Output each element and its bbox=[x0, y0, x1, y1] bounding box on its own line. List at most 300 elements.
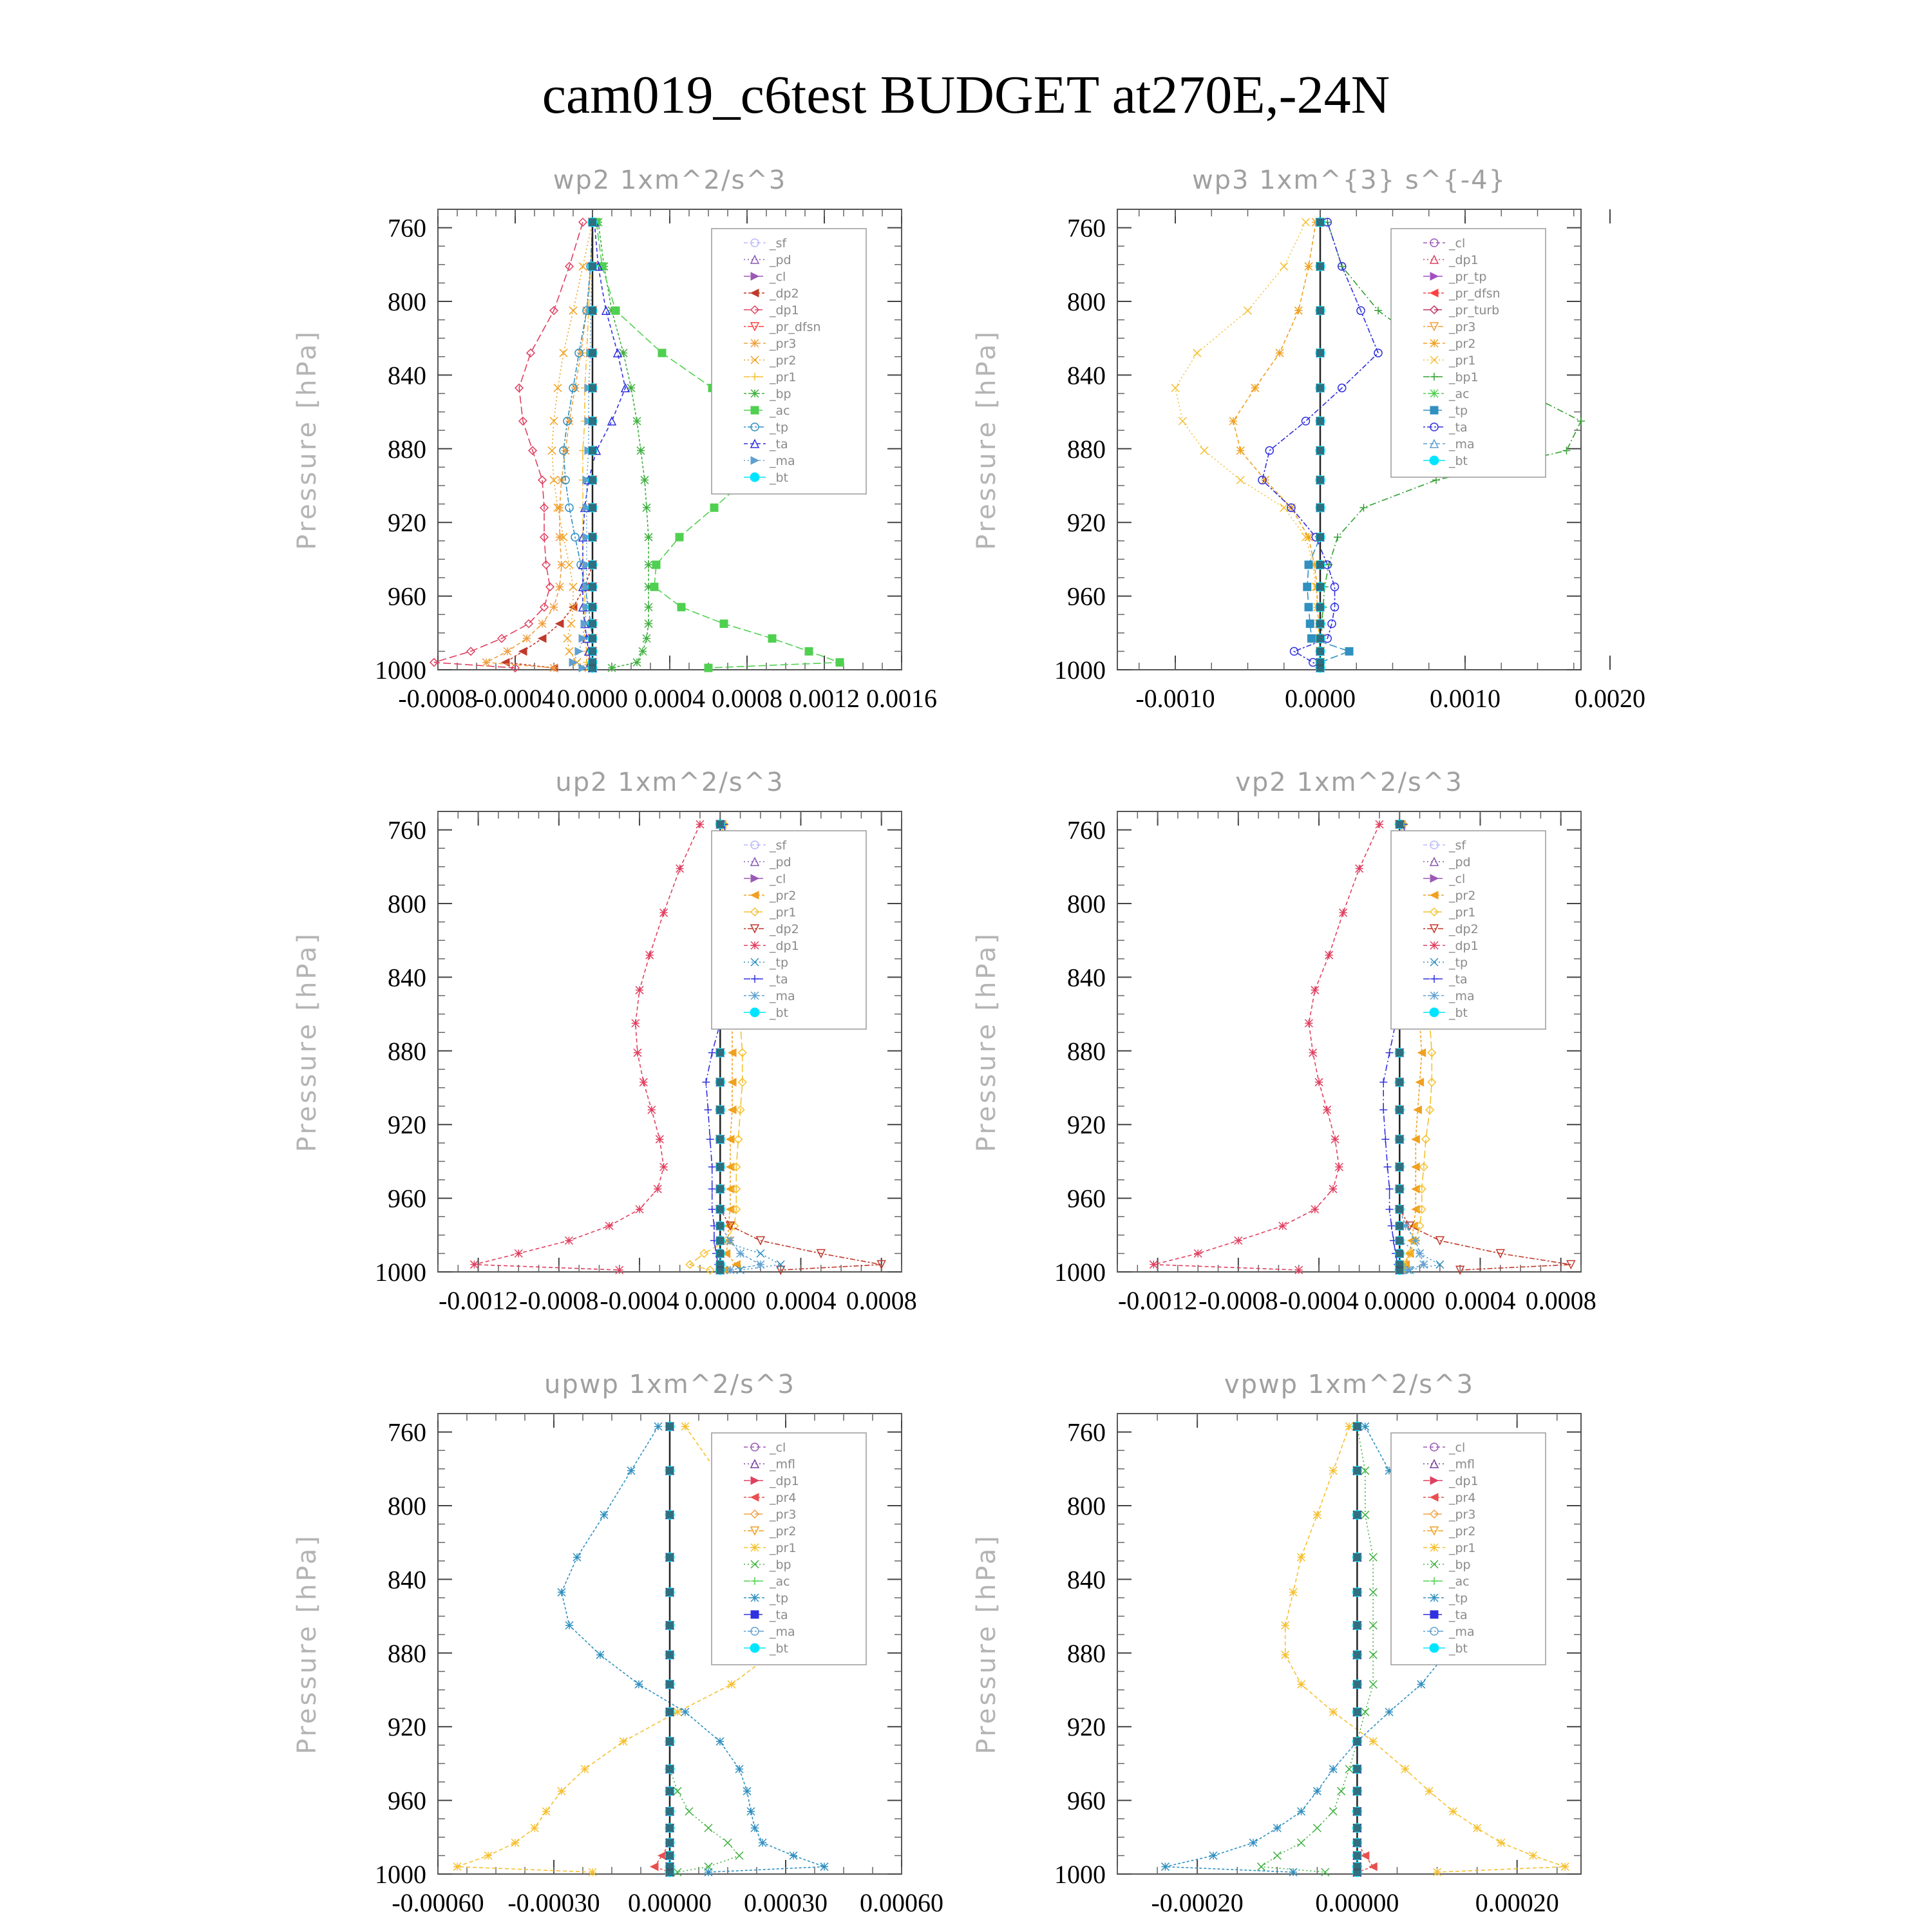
y-tick-label: 880 bbox=[1067, 1638, 1106, 1668]
x-tick-label: 0.0000 bbox=[1285, 684, 1356, 713]
zero-marker bbox=[1316, 647, 1324, 655]
data-point_tp bbox=[790, 1852, 797, 1859]
zero-marker bbox=[666, 1467, 674, 1475]
legend-label: _pr1 bbox=[1449, 354, 1476, 368]
legend-label: _cl bbox=[770, 1441, 786, 1455]
data-point_bp bbox=[645, 561, 652, 569]
y-tick-label: 960 bbox=[1067, 1786, 1106, 1815]
data-point_dp1 bbox=[660, 909, 668, 916]
legend-label: _tp bbox=[1449, 1591, 1468, 1605]
legend-label: _pr2 bbox=[770, 354, 797, 368]
x-tick-label: 0.0000 bbox=[557, 684, 628, 713]
legend-label: _bt bbox=[770, 471, 789, 485]
data-point_pr1 bbox=[1434, 1868, 1441, 1876]
data-point_dp1 bbox=[515, 1249, 522, 1257]
legend-label: _bt bbox=[770, 1006, 789, 1020]
legend-label: _cl bbox=[1449, 872, 1466, 886]
data-point_ac bbox=[676, 533, 683, 541]
data-point_tp bbox=[654, 1423, 662, 1430]
data-point_pr3 bbox=[523, 634, 531, 642]
data-point_pr1 bbox=[511, 1839, 519, 1846]
y-tick-label: 800 bbox=[1067, 1492, 1106, 1520]
data-point_ma bbox=[1412, 1236, 1419, 1244]
zero-marker bbox=[589, 447, 596, 455]
zero-marker bbox=[1396, 820, 1403, 828]
data-point_pr2 bbox=[1276, 349, 1283, 357]
data-point_pr1 bbox=[1425, 1787, 1433, 1795]
y-tick-label: 880 bbox=[388, 1036, 426, 1066]
legend-marker bbox=[1430, 1594, 1438, 1602]
data-point_ac bbox=[677, 603, 685, 611]
y-tick-label: 800 bbox=[1067, 287, 1106, 316]
data-point_pr1 bbox=[1298, 1553, 1305, 1561]
y-tick-label: 920 bbox=[388, 1110, 426, 1140]
legend-label: _pr3 bbox=[1449, 320, 1476, 334]
zero-marker bbox=[1316, 263, 1324, 270]
data-point_ma bbox=[1420, 1261, 1428, 1269]
data-point_bp bbox=[643, 634, 650, 642]
data-point_tp bbox=[743, 1787, 751, 1795]
y-tick-label: 1000 bbox=[375, 656, 426, 685]
y-tick-label: 880 bbox=[388, 434, 426, 464]
legend-label: _pr2 bbox=[1449, 337, 1476, 351]
data-point_dp1 bbox=[636, 986, 643, 994]
data-point_pr3 bbox=[538, 620, 546, 628]
zero-marker bbox=[666, 1765, 674, 1773]
y-axis-label: Pressure [hPa] bbox=[292, 1533, 322, 1754]
y-tick-label: 760 bbox=[388, 1417, 426, 1447]
data-point_ac bbox=[650, 583, 658, 591]
legend-marker bbox=[1430, 390, 1438, 397]
x-tick-label: -0.0008 bbox=[519, 1286, 599, 1315]
zero-marker bbox=[1316, 603, 1324, 611]
data-point_tp bbox=[1303, 583, 1311, 591]
data-point_tp bbox=[1345, 647, 1353, 655]
data-point_ac bbox=[836, 659, 844, 667]
data-point_ma bbox=[757, 1261, 764, 1269]
data-point_tp bbox=[747, 1808, 755, 1815]
zero-marker bbox=[1316, 533, 1324, 541]
y-tick-label: 760 bbox=[1067, 815, 1106, 845]
legend-marker bbox=[1430, 1611, 1438, 1618]
legend-label: _ac bbox=[1449, 1575, 1470, 1589]
legend-label: _ac bbox=[770, 1575, 790, 1589]
zero-marker bbox=[1353, 1738, 1361, 1745]
legend-label: _sf bbox=[770, 236, 787, 251]
zero-marker bbox=[1396, 1266, 1403, 1274]
legend-label: _cl bbox=[770, 872, 786, 886]
data-point_ac bbox=[805, 647, 813, 655]
y-tick-label: 800 bbox=[388, 1492, 426, 1520]
y-tick-label: 760 bbox=[1067, 1417, 1106, 1447]
legend-label: _ma bbox=[1449, 437, 1475, 451]
zero-marker bbox=[1396, 1106, 1403, 1113]
zero-marker bbox=[666, 1423, 674, 1430]
data-point_pr1 bbox=[1313, 1511, 1321, 1519]
legend-label: _pr2 bbox=[1449, 889, 1476, 903]
legend-marker bbox=[1430, 406, 1438, 414]
zero-marker bbox=[716, 1049, 724, 1057]
data-point_bp bbox=[608, 664, 616, 672]
zero-marker bbox=[1396, 1135, 1403, 1143]
zero-marker bbox=[1353, 1423, 1361, 1430]
legend bbox=[712, 229, 866, 494]
zero-marker bbox=[1316, 349, 1324, 357]
x-tick-label: -0.0012 bbox=[1117, 1286, 1198, 1315]
data-point_dp1 bbox=[656, 1135, 663, 1143]
legend-label: _mfl bbox=[770, 1457, 795, 1472]
data-point_dp1 bbox=[1194, 1249, 1202, 1257]
zero-marker bbox=[589, 561, 596, 569]
zero-marker bbox=[1353, 1787, 1361, 1795]
panel-title: up2 1xm^2/s^3 bbox=[555, 768, 784, 797]
zero-marker bbox=[1316, 447, 1324, 455]
data-point_pr1 bbox=[1561, 1863, 1569, 1871]
data-point_pr1 bbox=[728, 1680, 735, 1688]
zero-marker bbox=[589, 664, 596, 672]
data-point_dp1 bbox=[648, 1106, 656, 1113]
legend-label: _ma bbox=[770, 989, 795, 1003]
data-point_tp bbox=[565, 1622, 573, 1629]
data-point_ma bbox=[1404, 1266, 1412, 1274]
zero-marker bbox=[589, 583, 596, 591]
data-point_bp bbox=[633, 417, 641, 425]
data-point_dp1 bbox=[1329, 1185, 1337, 1193]
legend-marker bbox=[751, 992, 759, 999]
data-point_pr2 bbox=[1305, 263, 1312, 270]
x-tick-label: 0.0004 bbox=[1444, 1286, 1516, 1315]
legend-label: _pr_tp bbox=[1449, 270, 1487, 284]
legend bbox=[1391, 831, 1546, 1029]
zero-marker bbox=[666, 1708, 674, 1716]
zero-marker bbox=[1353, 1511, 1361, 1519]
legend-label: _cl bbox=[1449, 236, 1466, 251]
data-point_dp1 bbox=[1356, 865, 1363, 873]
x-tick-label: -0.00030 bbox=[507, 1888, 600, 1917]
data-point_pr1 bbox=[531, 1824, 538, 1832]
data-point_pr1 bbox=[1473, 1824, 1481, 1832]
legend-label: _bp bbox=[770, 1558, 791, 1572]
zero-marker bbox=[1316, 504, 1324, 511]
data-point_pr2 bbox=[1236, 447, 1244, 455]
zero-marker bbox=[716, 820, 724, 828]
y-axis-label: Pressure [hPa] bbox=[292, 329, 322, 550]
panel-title: vpwp 1xm^2/s^3 bbox=[1224, 1370, 1475, 1399]
zero-marker bbox=[666, 1824, 674, 1832]
legend-label: _dp1 bbox=[1449, 939, 1479, 953]
legend-label: _bt bbox=[1449, 1006, 1468, 1020]
y-tick-label: 840 bbox=[388, 963, 426, 992]
zero-marker bbox=[589, 307, 596, 314]
data-point_tp bbox=[820, 1863, 828, 1871]
zero-marker bbox=[716, 1236, 724, 1244]
y-tick-label: 800 bbox=[388, 287, 426, 316]
y-axis-label: Pressure [hPa] bbox=[972, 329, 1001, 550]
panel-title: vp2 1xm^2/s^3 bbox=[1235, 768, 1463, 797]
legend-marker bbox=[751, 406, 759, 414]
data-point_bp bbox=[639, 647, 647, 655]
legend-label: _bt bbox=[1449, 454, 1468, 468]
y-tick-label: 960 bbox=[388, 1184, 426, 1213]
data-point_pr1 bbox=[1289, 1588, 1297, 1596]
data-point_dp1 bbox=[1305, 1019, 1312, 1027]
legend-label: _tp bbox=[770, 956, 789, 970]
data-point_tp bbox=[1289, 1868, 1297, 1876]
legend-label: _pr2 bbox=[1449, 1524, 1476, 1539]
zero-marker bbox=[716, 1078, 724, 1086]
y-axis-label: Pressure [hPa] bbox=[972, 1533, 1001, 1754]
zero-marker bbox=[716, 1185, 724, 1193]
x-tick-label: 0.0000 bbox=[1364, 1286, 1435, 1315]
data-point_dp1 bbox=[654, 1185, 661, 1193]
legend-label: _bp1 bbox=[1449, 370, 1479, 384]
legend-label: _pr1 bbox=[1449, 1541, 1476, 1555]
legend-marker bbox=[1430, 1008, 1439, 1017]
data-point_dp1 bbox=[1335, 1163, 1343, 1171]
x-tick-label: 0.00030 bbox=[744, 1888, 828, 1917]
data-point_pr2 bbox=[1229, 417, 1237, 425]
data-point_tp bbox=[1306, 620, 1314, 628]
zero-marker bbox=[666, 1511, 674, 1519]
legend-label: _bt bbox=[1449, 1642, 1468, 1656]
zero-marker bbox=[589, 504, 596, 511]
legend-marker bbox=[1430, 456, 1439, 465]
y-tick-label: 760 bbox=[1067, 213, 1106, 243]
data-point_bp bbox=[637, 447, 645, 455]
x-tick-label: 0.0008 bbox=[1525, 1286, 1596, 1315]
data-point_tp bbox=[1313, 1787, 1321, 1795]
data-point_ma bbox=[737, 1249, 744, 1257]
legend-marker bbox=[1430, 942, 1438, 949]
data-point_pr1 bbox=[1530, 1852, 1537, 1859]
data-point_ma bbox=[726, 1236, 734, 1244]
zero-marker bbox=[589, 349, 596, 357]
zero-marker bbox=[589, 263, 596, 270]
legend bbox=[712, 831, 866, 1029]
zero-marker bbox=[1316, 634, 1324, 642]
data-point_tp bbox=[1161, 1863, 1169, 1871]
legend-label: _ac bbox=[770, 404, 790, 418]
y-tick-label: 1000 bbox=[1054, 656, 1106, 685]
legend-marker bbox=[751, 1594, 759, 1602]
zero-marker bbox=[1353, 1824, 1361, 1832]
data-point_ac bbox=[598, 263, 606, 270]
x-tick-label: -0.0012 bbox=[438, 1286, 518, 1315]
legend-label: _pd bbox=[770, 253, 791, 267]
data-point_tp bbox=[681, 1708, 689, 1716]
legend-label: _pr_dfsn bbox=[770, 320, 821, 334]
data-point_pr1 bbox=[453, 1863, 461, 1871]
data-point_ac bbox=[768, 634, 776, 642]
legend-label: _pr1 bbox=[770, 1541, 797, 1555]
zero-marker bbox=[666, 1680, 674, 1688]
legend-label: _ta bbox=[770, 437, 788, 451]
zero-marker bbox=[666, 1553, 674, 1561]
data-point_pr1 bbox=[581, 1765, 589, 1773]
zero-marker bbox=[666, 1651, 674, 1659]
data-point_dp1 bbox=[1279, 1222, 1287, 1230]
legend-label: _dp2 bbox=[770, 287, 799, 301]
data-point_dp1 bbox=[696, 820, 704, 828]
zero-marker bbox=[1316, 417, 1324, 425]
data-point_ac bbox=[710, 504, 718, 511]
data-point_pr1 bbox=[1298, 1680, 1305, 1688]
zero-marker bbox=[1316, 307, 1324, 314]
legend-marker bbox=[751, 942, 759, 949]
zero-marker bbox=[716, 1266, 724, 1274]
legend-marker bbox=[750, 1008, 759, 1017]
legend-marker bbox=[751, 1611, 759, 1618]
y-tick-label: 840 bbox=[1067, 1565, 1106, 1595]
data-point_ma bbox=[1416, 1249, 1424, 1257]
data-point_pr1 bbox=[620, 1738, 627, 1745]
data-point_tp bbox=[1308, 634, 1316, 642]
y-tick-label: 840 bbox=[388, 361, 426, 390]
legend-label: _ta bbox=[770, 1608, 788, 1622]
y-tick-label: 840 bbox=[1067, 361, 1106, 390]
zero-marker bbox=[666, 1787, 674, 1795]
legend-label: _cl bbox=[770, 270, 786, 284]
zero-marker bbox=[1316, 218, 1324, 226]
data-point_dp1 bbox=[660, 1163, 668, 1171]
zero-marker bbox=[1353, 1852, 1361, 1859]
zero-marker bbox=[666, 1588, 674, 1596]
y-tick-label: 880 bbox=[388, 1638, 426, 1668]
data-point_dp1 bbox=[646, 951, 654, 959]
data-point_pr3 bbox=[504, 647, 511, 655]
data-point_tp bbox=[600, 1511, 608, 1519]
data-point_tp bbox=[759, 1839, 766, 1846]
legend-label: _pr2 bbox=[770, 1524, 797, 1539]
data-point_pr3 bbox=[556, 533, 564, 541]
legend-label: _pr1 bbox=[1449, 905, 1476, 920]
zero-marker bbox=[1353, 1839, 1361, 1846]
x-tick-label: 0.0004 bbox=[634, 684, 705, 713]
x-tick-label: 0.0020 bbox=[1575, 684, 1645, 713]
data-point_tp bbox=[1298, 1808, 1305, 1815]
zero-marker bbox=[1353, 1588, 1361, 1596]
y-tick-label: 1000 bbox=[1054, 1258, 1106, 1287]
data-point_pr1 bbox=[484, 1852, 492, 1859]
legend bbox=[712, 1433, 866, 1665]
data-point_tp bbox=[635, 1680, 643, 1688]
zero-marker bbox=[1353, 1553, 1361, 1561]
data-point_dp1 bbox=[639, 1078, 647, 1086]
y-tick-label: 960 bbox=[1067, 582, 1106, 611]
data-point_pr1 bbox=[558, 1787, 565, 1795]
zero-marker bbox=[716, 1163, 724, 1171]
zero-marker bbox=[589, 634, 596, 642]
data-point_bp bbox=[643, 504, 650, 511]
zero-marker bbox=[1396, 1222, 1403, 1230]
x-tick-label: -0.0008 bbox=[1198, 1286, 1278, 1315]
data-point_pr2 bbox=[1251, 384, 1259, 392]
data-point_dp1 bbox=[1150, 1261, 1157, 1269]
zero-marker bbox=[716, 1206, 724, 1213]
data-point_tp bbox=[735, 1765, 743, 1773]
legend-label: _pr4 bbox=[1449, 1491, 1476, 1505]
x-tick-label: 0.00000 bbox=[1315, 1888, 1399, 1917]
legend-label: _ma bbox=[770, 1625, 795, 1639]
zero-marker bbox=[589, 417, 596, 425]
data-point_tp bbox=[1385, 1708, 1393, 1716]
x-tick-label: -0.0004 bbox=[600, 1286, 679, 1315]
data-point_dp1 bbox=[1376, 820, 1383, 828]
data-point_ac bbox=[720, 620, 728, 628]
y-tick-label: 1000 bbox=[375, 1258, 426, 1287]
legend bbox=[1391, 229, 1546, 477]
legend-label: _ma bbox=[1449, 1625, 1475, 1639]
data-point_dp1 bbox=[1235, 1236, 1242, 1244]
x-tick-label: 0.0000 bbox=[685, 1286, 756, 1315]
zero-marker bbox=[666, 1738, 674, 1745]
panel-title: upwp 1xm^2/s^3 bbox=[544, 1370, 795, 1399]
data-point_pr1 bbox=[542, 1808, 550, 1815]
data-point_tp bbox=[1329, 1765, 1337, 1773]
data-point_dp1 bbox=[632, 1019, 639, 1027]
data-point_tp bbox=[573, 1553, 581, 1561]
zero-marker bbox=[1316, 384, 1324, 392]
legend-label: _ac bbox=[1449, 387, 1470, 401]
data-point_dp1 bbox=[470, 1261, 478, 1269]
data-point_dp1 bbox=[1309, 1049, 1317, 1057]
data-point_dp1 bbox=[1331, 1135, 1339, 1143]
x-tick-label: 0.0016 bbox=[866, 684, 937, 713]
data-point_pr1 bbox=[1345, 1423, 1353, 1430]
data-point_ma bbox=[726, 1266, 734, 1274]
y-axis-label: Pressure [hPa] bbox=[972, 931, 1001, 1152]
zero-marker bbox=[1396, 1206, 1403, 1213]
y-tick-label: 880 bbox=[1067, 1036, 1106, 1066]
y-axis-label: Pressure [hPa] bbox=[292, 931, 322, 1152]
zero-marker bbox=[1353, 1808, 1361, 1815]
legend-label: _bt bbox=[770, 1642, 789, 1656]
zero-marker bbox=[1353, 1868, 1361, 1876]
legend-label: _ta bbox=[1449, 972, 1468, 987]
x-tick-label: 0.00060 bbox=[860, 1888, 943, 1917]
zero-marker bbox=[1353, 1622, 1361, 1629]
data-point_tp bbox=[558, 1588, 565, 1596]
zero-marker bbox=[589, 647, 596, 655]
data-point_dp1 bbox=[1311, 986, 1319, 994]
zero-marker bbox=[589, 620, 596, 628]
legend-label: _dp2 bbox=[1449, 922, 1479, 936]
y-tick-label: 960 bbox=[388, 582, 426, 611]
zero-marker bbox=[1353, 1765, 1361, 1773]
zero-marker bbox=[1316, 583, 1324, 591]
data-point_pr3 bbox=[550, 603, 558, 611]
data-point_tp bbox=[1305, 603, 1312, 611]
data-point_pr1 bbox=[1282, 1622, 1289, 1629]
data-point_pr3 bbox=[550, 664, 558, 672]
data-point_pr1 bbox=[1329, 1708, 1337, 1716]
zero-marker bbox=[1353, 1467, 1361, 1475]
legend-marker bbox=[1430, 339, 1438, 347]
y-tick-label: 920 bbox=[1067, 508, 1106, 538]
data-point_pr1 bbox=[681, 1423, 689, 1430]
legend-marker bbox=[751, 1544, 759, 1551]
data-point_pr1 bbox=[1497, 1839, 1505, 1846]
data-point_bp bbox=[633, 659, 641, 667]
panel-title: wp3 1xm^{3} s^{-4} bbox=[1191, 166, 1507, 195]
data-point_dp1 bbox=[1311, 1206, 1319, 1213]
legend-label: _dp2 bbox=[770, 922, 799, 936]
x-tick-label: -0.0004 bbox=[475, 684, 555, 713]
x-tick-label: -0.00020 bbox=[1151, 1888, 1244, 1917]
legend-label: _dp1 bbox=[1449, 253, 1479, 267]
zero-marker bbox=[716, 1222, 724, 1230]
legend-label: _dp1 bbox=[770, 939, 799, 953]
